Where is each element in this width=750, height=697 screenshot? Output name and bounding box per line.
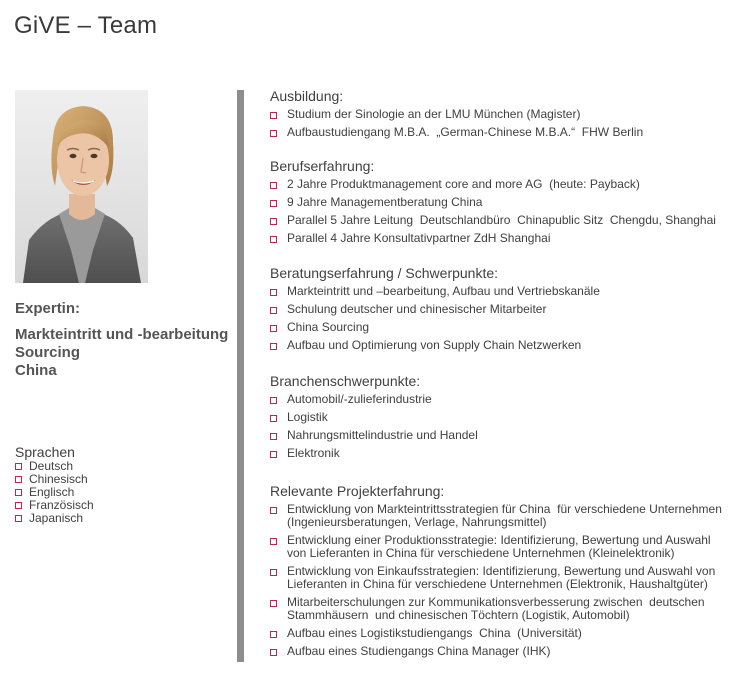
square-bullet-icon	[270, 236, 277, 243]
square-bullet-icon	[270, 415, 277, 422]
list-item: Schulung deutscher und chinesischer Mitarbeiter	[270, 303, 600, 316]
square-bullet-icon	[270, 451, 277, 458]
list-item: Automobil/-zulieferindustrie	[270, 393, 478, 406]
list-item: Aufbau eines Studiengangs China Manager (IHK)	[270, 645, 722, 658]
section-heading: Relevante Projekterfahrung:	[270, 483, 445, 499]
square-bullet-icon	[270, 218, 277, 225]
list-item: Parallel 4 Jahre Konsultativpartner ZdH Shanghai	[270, 232, 716, 245]
list-item: Parallel 5 Jahre Leitung Deutschlandbüro Chinapublic Sitz Chengdu, Shanghai	[270, 214, 716, 227]
language-item: Englisch	[15, 486, 94, 499]
list-item: Aufbau und Optimierung von Supply Chain Netzwerken	[270, 339, 600, 352]
square-bullet-icon	[270, 649, 277, 656]
list-item: Entwicklung von Markteintrittsstrategien für China für verschiedene Unternehmen (Ingenieursberatungen, Verlage, Nahrungsmittel)	[270, 503, 722, 529]
section-experience	[270, 158, 716, 250]
square-bullet-icon	[270, 182, 277, 189]
square-bullet-icon	[15, 515, 22, 522]
list-item: Aufbaustudiengang M.B.A. „German-Chinese M.B.A.“ FHW Berlin	[270, 126, 643, 139]
list-item: Logistik	[270, 411, 478, 424]
square-bullet-icon	[270, 569, 277, 576]
languages-list	[15, 460, 94, 525]
list-item: 9 Jahre Managementberatung China	[270, 196, 716, 209]
expert-line: Sourcing	[15, 344, 81, 361]
vertical-divider	[237, 90, 244, 662]
list-item: Aufbau eines Logistikstudiengangs China (Universität)	[270, 627, 722, 640]
square-bullet-icon	[15, 476, 22, 483]
expert-focus	[15, 326, 228, 380]
square-bullet-icon	[270, 433, 277, 440]
square-bullet-icon	[15, 489, 22, 496]
list-item: Entwicklung einer Produktionsstrategie: Identifizierung, Bewertung und Auswahl von Lieferanten in China für verschiedene Unternehmen (Kleinelektronik)	[270, 534, 722, 560]
portrait-photo	[15, 90, 148, 283]
section-heading: Berufserfahrung:	[270, 158, 375, 174]
section-heading: Branchenschwerpunkte:	[270, 373, 421, 389]
section-projects	[270, 483, 722, 663]
expert-line: China	[15, 362, 57, 379]
expert-label: Expertin:	[15, 300, 81, 317]
square-bullet-icon	[15, 502, 22, 509]
section-consulting	[270, 265, 600, 357]
square-bullet-icon	[15, 463, 22, 470]
expert-line: Markteintritt und -bearbeitung	[15, 326, 229, 343]
square-bullet-icon	[270, 307, 277, 314]
list-item: Studium der Sinologie an der LMU München (Magister)	[270, 108, 643, 121]
square-bullet-icon	[270, 343, 277, 350]
square-bullet-icon	[270, 325, 277, 332]
list-item: Markteintritt und –bearbeitung, Aufbau und Vertriebskanäle	[270, 285, 600, 298]
section-heading: Beratungserfahrung / Schwerpunkte:	[270, 265, 499, 281]
section-education	[270, 88, 643, 144]
list-item: China Sourcing	[270, 321, 600, 334]
language-item: Chinesisch	[15, 473, 94, 486]
square-bullet-icon	[270, 289, 277, 296]
square-bullet-icon	[270, 631, 277, 638]
square-bullet-icon	[270, 112, 277, 119]
section-heading: Ausbildung:	[270, 88, 344, 104]
list-item: Elektronik	[270, 447, 478, 460]
list-item: Mitarbeiterschulungen zur Kommunikationsverbesserung zwischen deutschen Stammhäusern und chinesischen Töchtern (Logistik, Automobil)	[270, 596, 722, 622]
square-bullet-icon	[270, 507, 277, 514]
language-item: Deutsch	[15, 460, 94, 473]
square-bullet-icon	[270, 200, 277, 207]
square-bullet-icon	[270, 397, 277, 404]
square-bullet-icon	[270, 538, 277, 545]
list-item: 2 Jahre Produktmanagement core and more AG (heute: Payback)	[270, 178, 716, 191]
list-item: Nahrungsmittelindustrie und Handel	[270, 429, 478, 442]
square-bullet-icon	[270, 600, 277, 607]
square-bullet-icon	[270, 130, 277, 137]
language-item: Japanisch	[15, 512, 94, 525]
page-title: GiVE – Team	[14, 12, 158, 39]
section-industries	[270, 373, 478, 465]
list-item: Entwicklung von Einkaufsstrategien: Identifizierung, Bewertung und Auswahl von Lieferanten in China für verschiedene Unternehmen (Elektronik, Haushaltgüter)	[270, 565, 722, 591]
languages-heading: Sprachen	[15, 444, 75, 460]
language-item: Französisch	[15, 499, 94, 512]
